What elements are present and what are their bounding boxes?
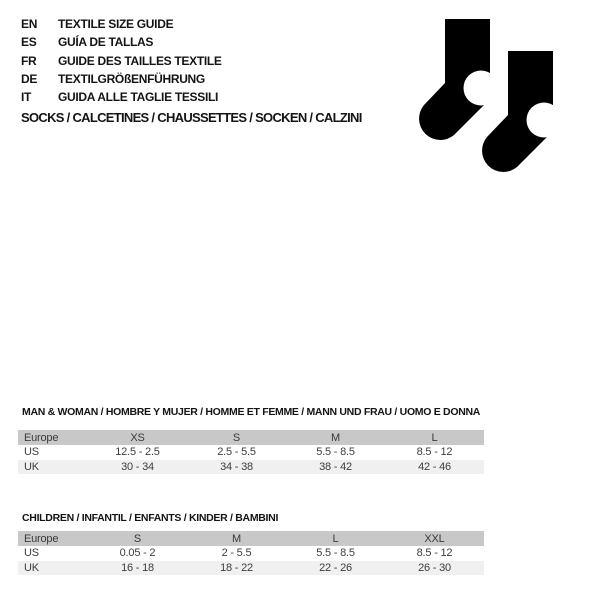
language-code: FR [21, 53, 37, 68]
row-label: US [24, 446, 39, 459]
language-row-es [21, 33, 222, 51]
size-cell: 34 - 38 [220, 460, 253, 473]
language-label: TEXTILGRÖßENFÜHRUNG [58, 72, 205, 87]
header-cell-size: M [232, 532, 241, 545]
row-label: UK [24, 561, 39, 574]
language-code: DE [21, 72, 38, 87]
language-row-en [21, 15, 222, 33]
table-row-us [18, 546, 484, 561]
language-row-fr [21, 52, 222, 70]
header-cell-size: S [133, 532, 142, 545]
language-row-de [21, 70, 222, 88]
table-row-uk [18, 561, 484, 576]
language-row-it [21, 88, 222, 106]
language-label: GUIDA ALLE TAGLIE TESSILI [58, 90, 219, 105]
size-cell: 8.5 - 12 [416, 547, 453, 560]
header-cell-region: Europe [24, 431, 59, 444]
size-cell: 8.5 - 12 [416, 446, 453, 459]
size-cell: 5.5 - 8.5 [316, 547, 355, 560]
size-cell: 5.5 - 8.5 [316, 446, 355, 459]
header-cell-size: M [331, 431, 340, 444]
size-cell: 18 - 22 [220, 561, 253, 574]
size-cell: 2.5 - 5.5 [217, 446, 256, 459]
header-cell-region: Europe [24, 532, 59, 545]
socks-icon [404, 14, 564, 184]
size-cell: 26 - 30 [418, 561, 451, 574]
language-code: ES [21, 35, 37, 50]
row-label: UK [24, 460, 39, 473]
size-cell: 0.05 - 2 [119, 547, 156, 560]
table-title-children: CHILDREN / INFANTIL / ENFANTS / KINDER / BAMBINI [22, 512, 279, 524]
size-cell: 42 - 46 [418, 460, 451, 473]
size-table-children [18, 531, 484, 575]
table-row-us [18, 445, 484, 460]
language-label: GUÍA DE TALLAS [58, 35, 154, 50]
header-cell-size: XS [130, 431, 145, 444]
table-header-row [18, 531, 484, 546]
row-label: US [24, 547, 39, 560]
language-list [21, 15, 222, 106]
header-cell-size: S [232, 431, 241, 444]
size-cell: 30 - 34 [121, 460, 154, 473]
language-code: IT [21, 90, 32, 105]
header-cell-size: XXL [424, 532, 445, 545]
table-title-man-woman: MAN & WOMAN / HOMBRE Y MUJER / HOMME ET FEMME / MANN UND FRAU / UOMO E DONNA [22, 406, 481, 418]
size-cell: 38 - 42 [319, 460, 352, 473]
language-label: TEXTILE SIZE GUIDE [58, 17, 174, 32]
category-line: SOCKS / CALCETINES / CHAUSSETTES / SOCKEN / CALZINI [21, 109, 362, 125]
table-row-uk [18, 460, 484, 475]
header-cell-size: L [431, 431, 438, 444]
size-table-man-woman [18, 430, 484, 474]
language-label: GUIDE DES TAILLES TEXTILE [58, 53, 222, 68]
size-cell: 22 - 26 [319, 561, 352, 574]
language-code: EN [21, 17, 38, 32]
size-cell: 16 - 18 [121, 561, 154, 574]
header-cell-size: L [332, 532, 339, 545]
size-cell: 2 - 5.5 [221, 547, 252, 560]
size-cell: 12.5 - 2.5 [115, 446, 160, 459]
table-header-row [18, 430, 484, 445]
